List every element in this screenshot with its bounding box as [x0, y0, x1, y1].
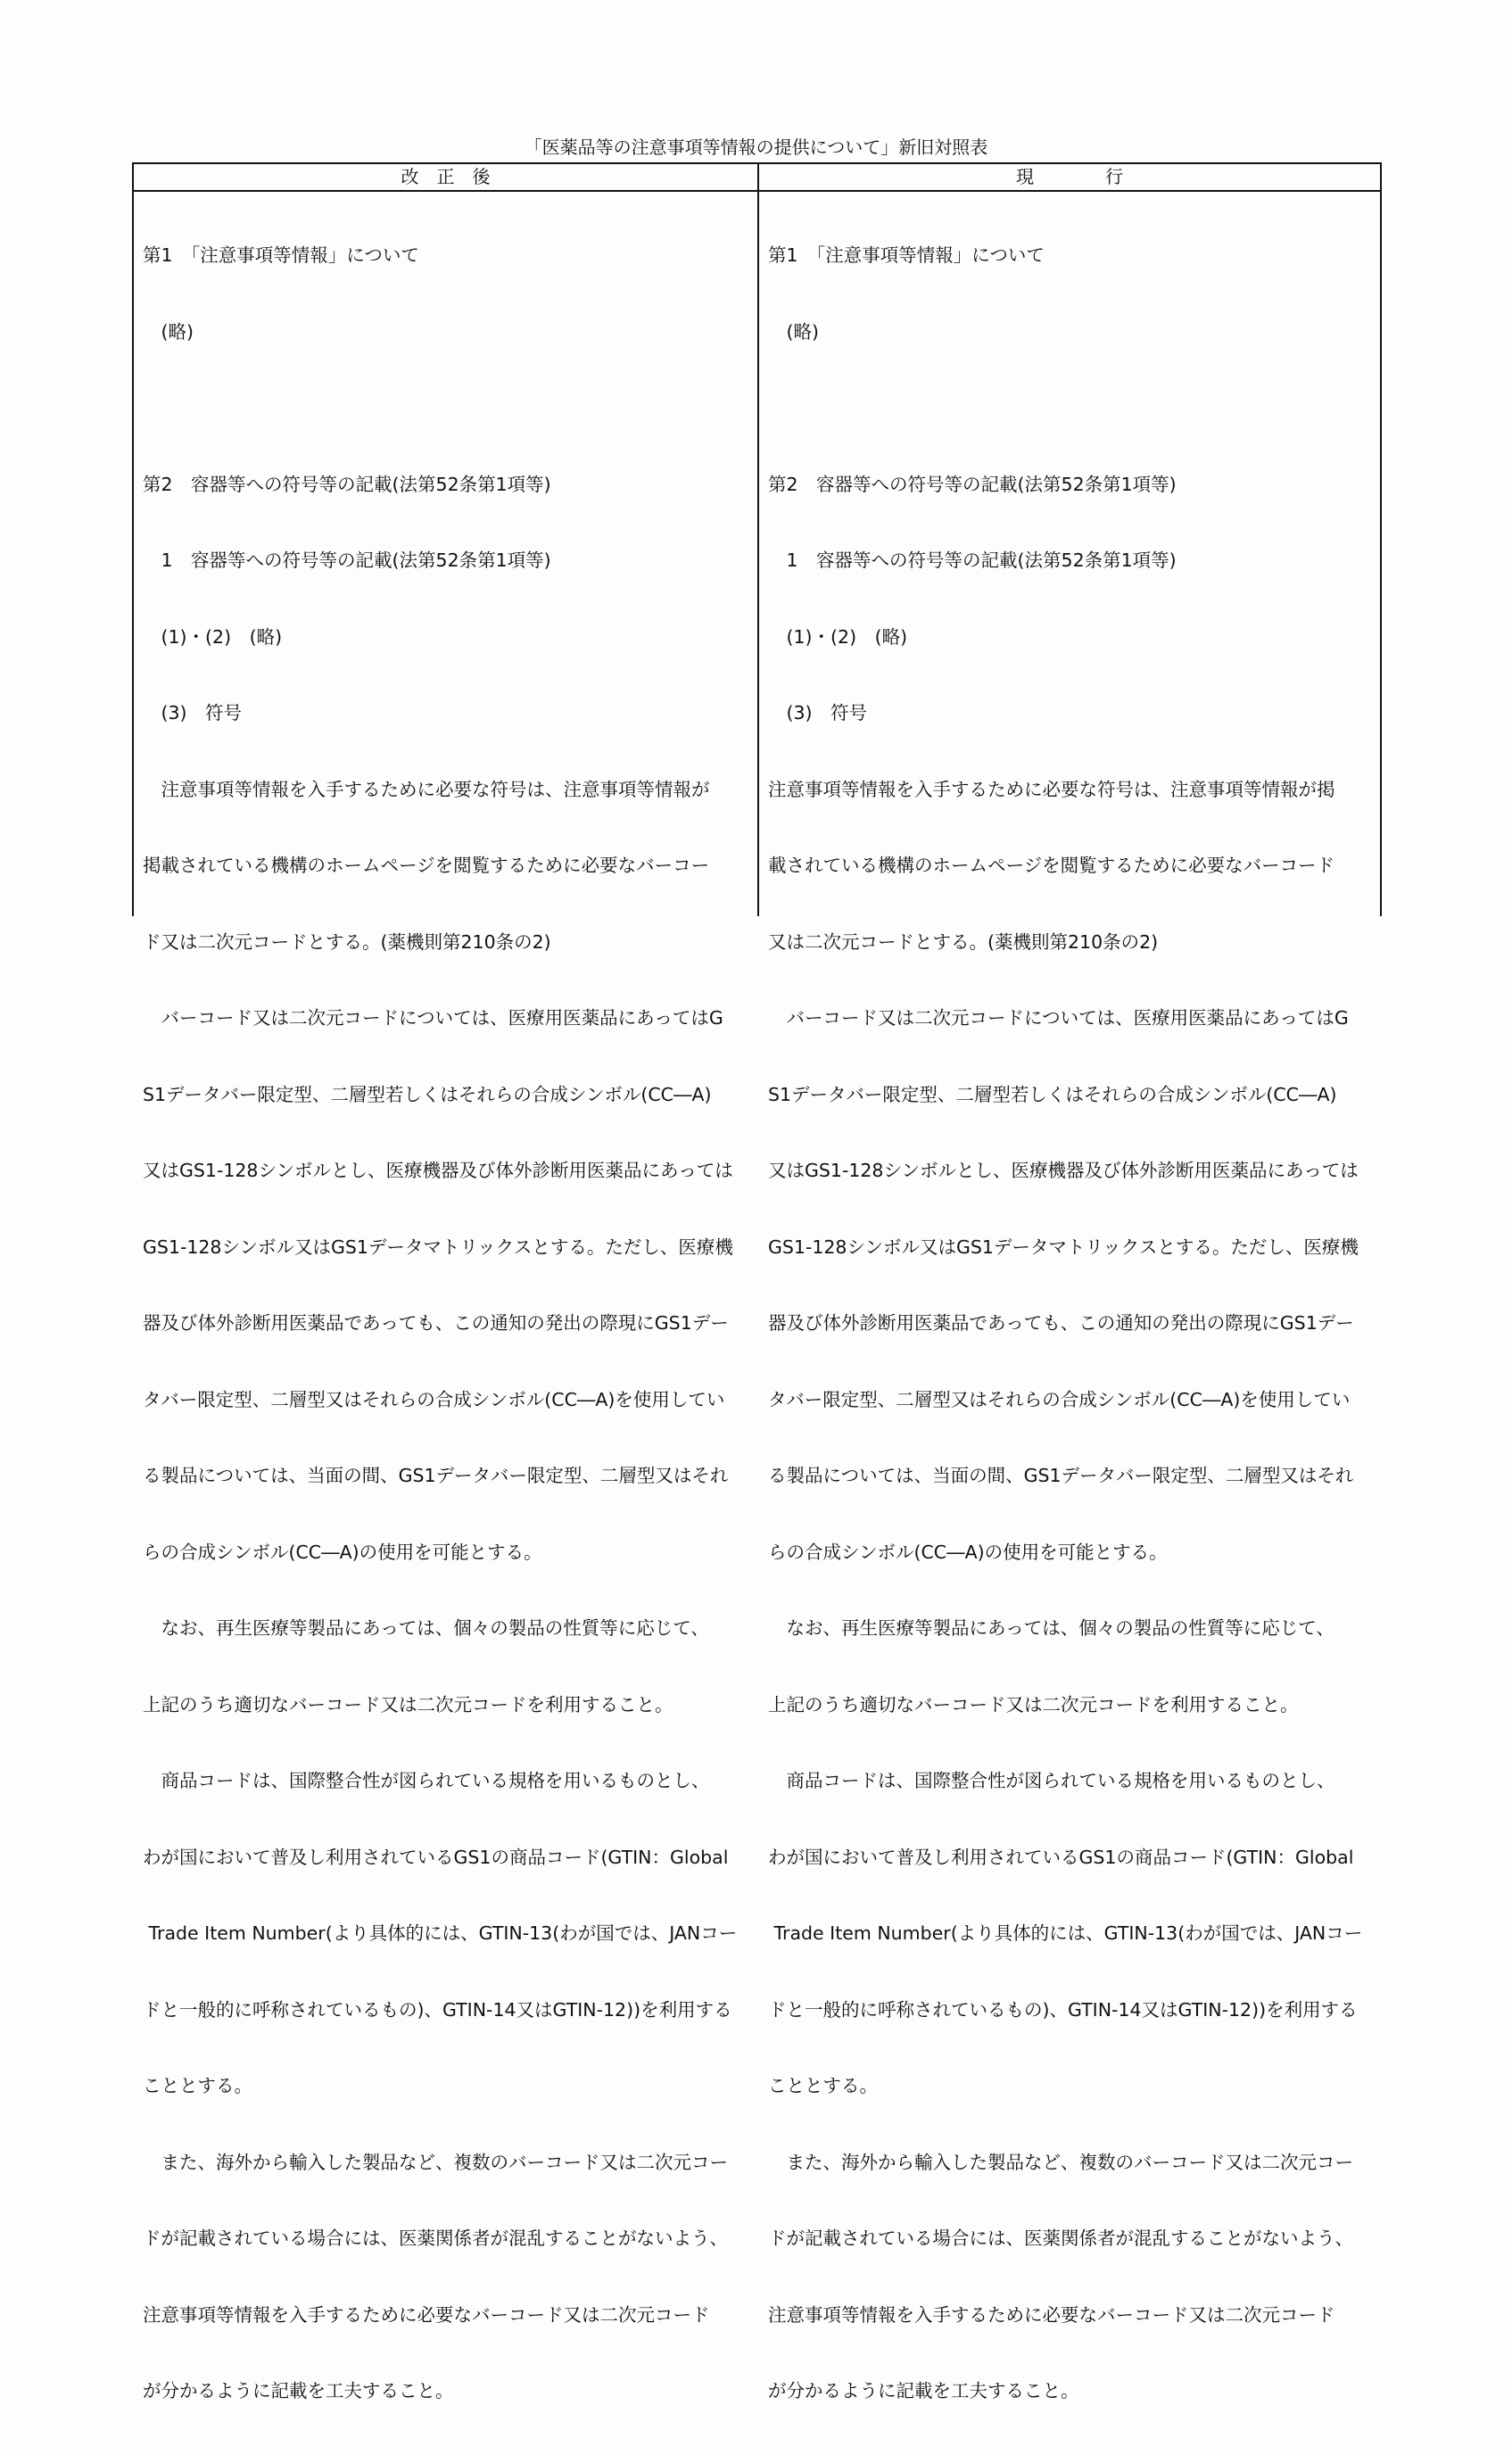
text-line: 注意事項等情報を入手するために必要なバーコード又は二次元コード: [768, 2303, 1335, 2326]
text-line: タバー限定型、二層型又はそれらの合成シンボル(CC―A)を使用してい: [143, 1388, 725, 1410]
text-line: (3) 符号: [768, 702, 868, 723]
text-line: 又は二次元コードとする。(薬機則第210条の2): [768, 930, 1159, 953]
text-line: 商品コードは、国際整合性が図られている規格を用いるものとし、: [143, 1770, 710, 1791]
text-line: 第2 容器等への符号等の記載(法第52条第1項等): [143, 473, 551, 495]
text-line: バーコード又は二次元コードについては、医療用医薬品にあってはG: [768, 1007, 1349, 1029]
text-line: ドと一般的に呼称されているもの)、GTIN-14又はGTIN-12))を利用する: [143, 1998, 732, 2021]
header-revised: 改 正 後: [401, 166, 491, 187]
text-line: 又はGS1-128シンボルとし、医療機器及び体外診断用医薬品にあっては: [143, 1160, 733, 1181]
text-line: 注意事項等情報を入手するために必要な符号は、注意事項等情報が掲: [768, 778, 1335, 800]
text-line: 商品コードは、国際整合性が図られている規格を用いるものとし、: [768, 1770, 1335, 1791]
text-line: GS1-128シンボル又はGS1データマトリックスとする。ただし、医療機: [143, 1236, 733, 1258]
text-line: タバー限定型、二層型又はそれらの合成シンボル(CC―A)を使用してい: [768, 1388, 1351, 1410]
text-line: (1)・(2) (略): [143, 625, 283, 648]
text-line: わが国において普及し利用されているGS1の商品コード(GTIN：Global: [768, 1846, 1354, 1868]
comparison-table: [132, 162, 1382, 2401]
text-line: 第1 「注意事項等情報」について: [143, 244, 419, 266]
text-line: [143, 395, 749, 421]
text-line: 器及び体外診断用医薬品であっても、この通知の発出の際現にGS1デー: [768, 1312, 1354, 1334]
column-divider: [757, 164, 759, 916]
text-line: S1データバー限定型、二層型若しくはそれらの合成シンボル(CC―A): [143, 1083, 712, 1105]
text-line: 上記のうち適切なバーコード又は二次元コードを利用すること。: [768, 1693, 1299, 1715]
text-line: GS1-128シンボル又はGS1データマトリックスとする。ただし、医療機: [768, 1236, 1359, 1258]
text-line: が分かるように記載を工夫すること。: [768, 2380, 1079, 2401]
text-line: 注意事項等情報を入手するために必要なバーコード又は二次元コード: [143, 2303, 710, 2326]
text-line: 上記のうち適切なバーコード又は二次元コードを利用すること。: [143, 1693, 673, 1715]
text-line: 第2 容器等への符号等の記載(法第52条第1項等): [768, 473, 1177, 495]
text-line: る製品については、当面の間、GS1データバー限定型、二層型又はそれ: [143, 1465, 729, 1486]
text-line: ド又は二次元コードとする。(薬機則第210条の2): [143, 930, 551, 953]
revised-column-text: [143, 192, 749, 2455]
text-line: Trade Item Number(より具体的には、GTIN-13(わが国では、JANコー: [143, 1922, 738, 1944]
text-line: らの合成シンボル(CC―A)の使用を可能とする。: [143, 1541, 542, 1563]
text-line: らの合成シンボル(CC―A)の使用を可能とする。: [768, 1541, 1168, 1563]
text-line: Trade Item Number(より具体的には、GTIN-13(わが国では、JANコー: [768, 1922, 1363, 1944]
text-line: 注意事項等情報を入手するために必要な符号は、注意事項等情報が: [143, 778, 710, 800]
text-line: ドが記載されている場合には、医薬関係者が混乱することがないよう、: [768, 2228, 1353, 2249]
text-line: 載されている機構のホームページを閲覧するために必要なバーコード: [768, 855, 1335, 876]
text-line: 1 容器等への符号等の記載(法第52条第1項等): [143, 550, 551, 571]
text-line: 器及び体外診断用医薬品であっても、この通知の発出の際現にGS1デー: [143, 1312, 729, 1334]
text-line: (1)・(2) (略): [768, 625, 908, 648]
text-line: が分かるように記載を工夫すること。: [143, 2380, 454, 2401]
text-line: バーコード又は二次元コードについては、医療用医薬品にあってはG: [143, 1007, 723, 1029]
text-line: また、海外から輸入した製品など、複数のバーコード又は二次元コー: [768, 2151, 1353, 2173]
current-column-text: [768, 192, 1375, 2455]
text-line: こととする。: [143, 2075, 252, 2096]
text-line: こととする。: [768, 2075, 878, 2096]
header-current: 現 行: [1016, 166, 1123, 187]
text-line: わが国において普及し利用されているGS1の商品コード(GTIN：Global: [143, 1846, 729, 1868]
text-line: また、海外から輸入した製品など、複数のバーコード又は二次元コー: [143, 2151, 728, 2173]
text-line: る製品については、当面の間、GS1データバー限定型、二層型又はそれ: [768, 1465, 1354, 1486]
text-line: なお、再生医療等製品にあっては、個々の製品の性質等に応じて、: [143, 1617, 709, 1639]
text-line: 第1 「注意事項等情報」について: [768, 244, 1045, 266]
text-line: 又はGS1-128シンボルとし、医療機器及び体外診断用医薬品にあっては: [768, 1160, 1359, 1181]
text-line: ドと一般的に呼称されているもの)、GTIN-14又はGTIN-12))を利用する: [768, 1998, 1358, 2021]
text-line: なお、再生医療等製品にあっては、個々の製品の性質等に応じて、: [768, 1617, 1334, 1639]
document-title: 「医薬品等の注意事項等情報の提供について」新旧対照表: [524, 136, 988, 158]
text-line: [768, 395, 1375, 421]
text-line: (略): [143, 320, 194, 343]
text-line: (略): [768, 320, 819, 343]
text-line: (3) 符号: [143, 702, 243, 723]
text-line: ドが記載されている場合には、医薬関係者が混乱することがないよう、: [143, 2228, 728, 2249]
text-line: 1 容器等への符号等の記載(法第52条第1項等): [768, 550, 1177, 571]
text-line: 掲載されている機構のホームページを閲覧するために必要なバーコー: [143, 855, 710, 876]
text-line: S1データバー限定型、二層型若しくはそれらの合成シンボル(CC―A): [768, 1083, 1337, 1105]
